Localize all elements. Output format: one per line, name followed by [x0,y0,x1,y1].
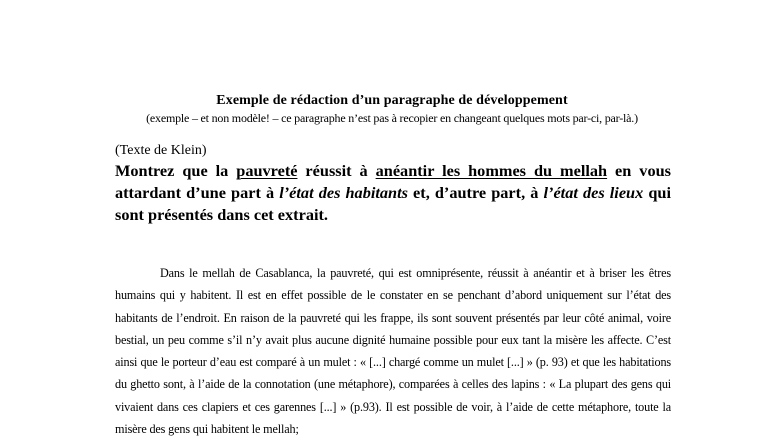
prompt-text-2: réussit à [297,161,376,180]
prompt-italic-etat-habitants: l’état des habitants [279,183,408,202]
document-subtitle: (exemple – et non modèle! – ce paragraphe n’est pas à recopier en changeant quelques mots par-ci, par-là.) [146,111,638,125]
prompt-text-4: et, d’autre part, à [407,183,544,202]
assignment-prompt [115,160,671,226]
prompt-text-1: Montrez que la [115,161,237,180]
prompt-underline-pauvrete: pauvreté [236,161,298,180]
prompt-text-5: qui sont présentés dans cet extrait. [115,183,671,224]
prompt-underline-aneantir: anéantir les hommes du mellah [375,161,608,180]
document-title: Exemple de rédaction d’un paragraphe de développement [216,93,568,108]
source-note: (Texte de Klein) [115,143,207,158]
prompt-text-3: en vous attardant d’une part à [115,161,671,202]
body-paragraph [115,262,671,440]
paragraph-text: Dans le mellah de Casablanca, la pauvreté, qui est omniprésente, réussit à anéantir et à briser les êtres humains qui y habitent. Il est en effet possible de le constater en se penchant d’abord uniquement sur l’état des habitants de l’endroit. En raison de la pauvreté qui les frappe, ils sont souvent présentés par leur côté animal, voire bestial, un peu comme s’il n’y avait plus aucune dignité humaine possible pour eux tant la misère les affecte. C’est ainsi que le porteur d’eau est comparé à un mulet : « [...] chargé comme un mulet [...] » (p. 93) et que les habitations du ghetto sont, à l’aide de la connotation (une métaphore), comparées à celles des lapins : « La plupart des gens qui vivaient dans ces clapiers et ces garennes [...] » (p.93). Il est possible de voir, à l’aide de cette métaphore, toute la misère des gens qui habitent le mellah; [115,266,671,437]
prompt-italic-etat-lieux: l’état des lieux [543,183,644,202]
